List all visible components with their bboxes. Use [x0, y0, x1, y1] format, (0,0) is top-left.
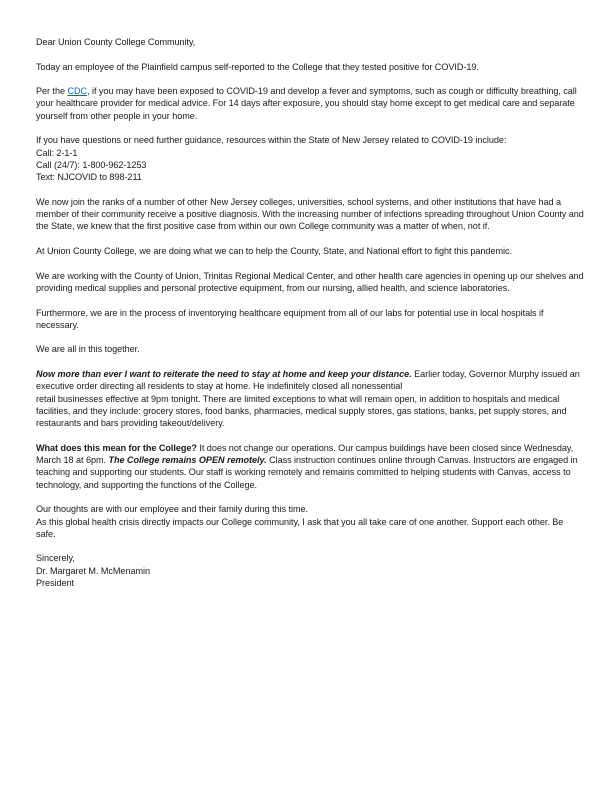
letter-body: [36, 36, 584, 602]
paragraph-join-ranks: We now join the ranks of a number of other New Jersey colleges, universities, school systems, and other institutions that have had a member of their community receive a positive diagnosis. With the increasing number of infections spreading throughout Union County and the State, we knew that the first positive case from within our own College community was a matter of when, not if.: [36, 196, 584, 232]
resource-text: Text: NJCOVID to 898-211: [36, 172, 142, 183]
college-meaning-text-2: Class instruction continues online through Canvas. Instructors are engaged in teaching and supporting our students. Our staff is working remotely and remains committed to helping students with Canvas, access to technology, and supporting the functions of the College.: [36, 455, 578, 490]
thoughts-line-1: Our thoughts are with our employee and their family during this time.: [36, 504, 309, 515]
paragraph-thoughts: [36, 503, 584, 540]
college-meaning-text-1: It does not change our operations. Our campus buildings have been closed since Wednesday, March 18 at 6pm.: [36, 442, 574, 466]
signoff: Sincerely,: [36, 553, 75, 564]
paragraph-college-meaning: [36, 442, 584, 491]
paragraph-inventory: Furthermore, we are in the process of inventorying healthcare equipment from all of our labs for potential use in local hospitals if necessary.: [36, 307, 544, 330]
paragraph-positive-case: Today an employee of the Plainfield campus self-reported to the College that they tested positive for COVID-19.: [36, 61, 479, 72]
stay-home-text-2: retail businesses effective at 9pm tonight. There are limited exceptions to what will remain open, in addition to hospitals and medical facilities, and they include: grocery stores, food banks, pharmacies, medical supply stores, gas stations, banks, pet supply stores, and restaurants and bars providing takeout/delivery.: [36, 393, 567, 429]
resource-call-24-7: Call (24/7): 1-800-962-1253: [36, 159, 147, 170]
paragraph-stay-home: [36, 368, 584, 429]
signer-title: President: [36, 578, 74, 589]
resources-intro: If you have questions or need further guidance, resources within the State of New Jersey related to COVID-19 include:: [36, 135, 507, 146]
paragraph-together: We are all in this together.: [36, 344, 140, 355]
salutation: Dear Union County College Community,: [36, 37, 196, 47]
signer-name: Dr. Margaret M. McMenamin: [36, 565, 150, 576]
stay-home-text-1: Earlier today, Governor Murphy issued an executive order directing all residents to stay at home. He indefinitely closed all nonessential: [36, 369, 580, 392]
closing: [36, 552, 584, 589]
college-meaning-question: What does this mean for the College?: [36, 442, 197, 453]
thoughts-line-2: As this global health crisis directly impacts our College community, I ask that you all take care of one another. Support each other. Be safe.: [36, 516, 564, 539]
cdc-post: , if you may have been exposed to COVID-19 and develop a fever and symptoms, such as cough or difficulty breathing, call your healthcare provider for medical advice. For 14 days after exposure, you should stay home except to get medical care and separate yourself from other people in your home.: [36, 86, 577, 121]
paragraph-helping-effort: At Union County College, we are doing what we can to help the County, State, and National effort to fight this pandemic.: [36, 246, 512, 257]
paragraph-working-with-agencies: We are working with the County of Union, Trinitas Regional Medical Center, and other health care agencies in opening up our shelves and providing medical supplies and personal protective equipment, from our nursing, allied health, and science laboratories.: [36, 270, 584, 293]
cdc-link[interactable]: CDC: [67, 86, 88, 97]
college-open-emphasis: The College remains OPEN remotely.: [108, 455, 267, 466]
paragraph-resources: [36, 134, 584, 183]
cdc-pre: Per the: [36, 86, 68, 97]
resource-call: Call: 2-1-1: [36, 147, 78, 158]
stay-home-emphasis: Now more than ever I want to reiterate the need to stay at home and keep your distance.: [36, 369, 412, 380]
paragraph-cdc-guidance: [36, 85, 584, 122]
